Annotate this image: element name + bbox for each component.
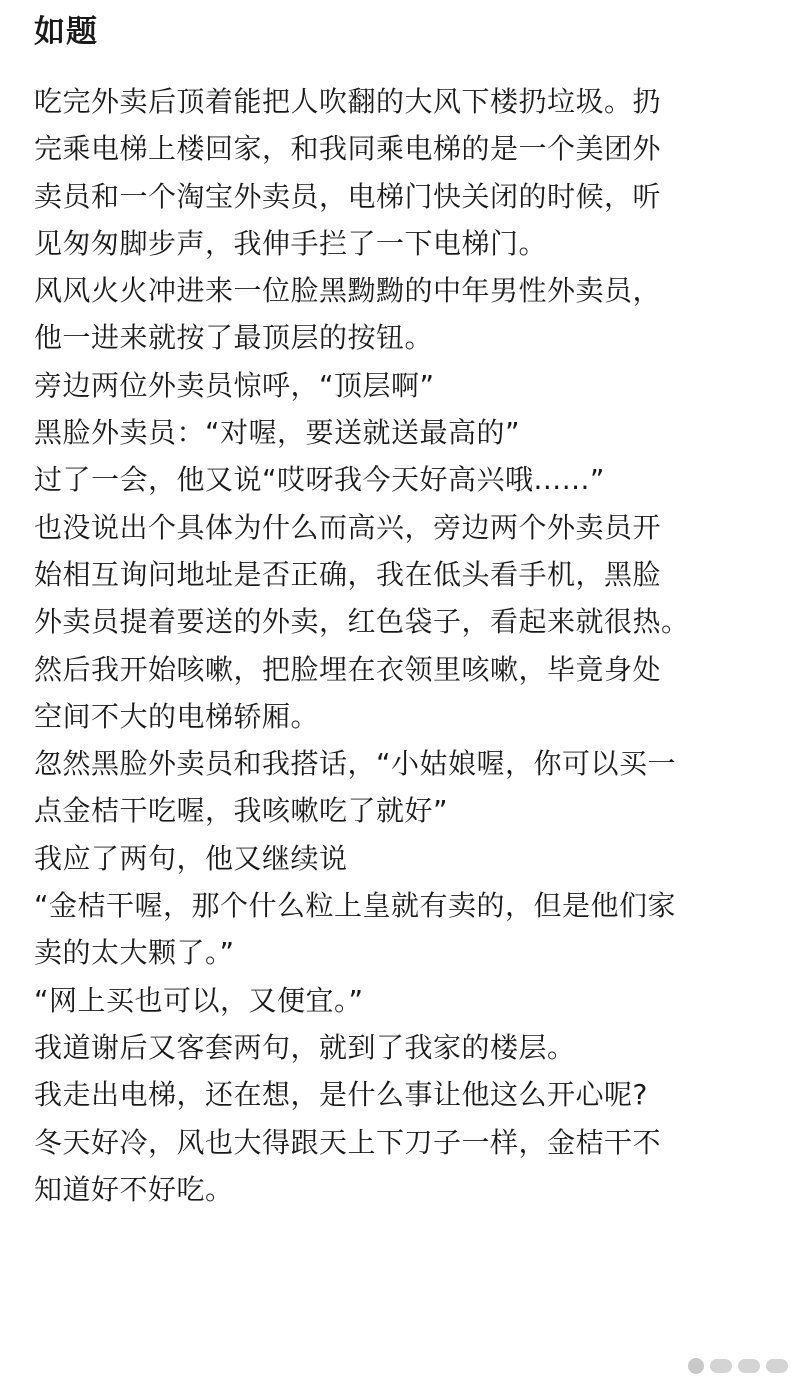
body-line: 知道好不好吃。 [34,1172,234,1206]
watermark [688,1355,788,1377]
body-line: 冬天好冷，风也大得跟天上下刀子一样，金桔干不 [34,1125,662,1159]
body-line: 外卖员提着要送的外卖，红色袋子，看起来就很热。 [34,605,690,639]
body-line: 过了一会，他又说“哎呀我今天好高兴哦......” [34,463,605,497]
watermark-mark [710,1359,732,1373]
post-body [34,78,774,1213]
body-line: 我应了两句，他又继续说 [34,841,348,875]
body-line: 卖的太大颗了。” [34,936,235,970]
body-line: 我道谢后又客套两句，就到了我家的楼层。 [34,1030,576,1064]
watermark-logo-icon [688,1358,704,1374]
post-title: 如题 [34,14,98,50]
watermark-mark [738,1359,760,1373]
body-line: 忽然黑脸外卖员和我搭话，“小姑娘喔，你可以买一 [34,747,677,781]
body-line: 黑脸外卖员：“对喔，要送就送最高的” [34,416,521,450]
watermark-mark [766,1359,788,1373]
body-line: 吃完外卖后顶着能把人吹翻的大风下楼扔垃圾。扔 [34,85,662,118]
body-line: 完乘电梯上楼回家，和我同乘电梯的是一个美团外 [34,132,662,166]
body-line: 空间不大的电梯轿厢。 [34,699,320,733]
body-line: 见匆匆脚步声，我伸手拦了一下电梯门。 [34,226,548,260]
body-line: 点金桔干吃喔，我咳嗽吃了就好” [34,794,449,828]
body-line: 旁边两位外卖员惊呼，“顶层啊” [34,368,435,402]
body-line: “金桔干喔，那个什么粒上皇就有卖的，但是他们家 [34,889,677,923]
body-line: 卖员和一个淘宝外卖员，电梯门快关闭的时候，听 [34,179,662,213]
body-line: “网上买也可以，又便宜。” [34,983,364,1017]
body-line: 始相互询问地址是否正确，我在低头看手机，黑脸 [34,557,662,591]
body-line: 我走出电梯，还在想，是什么事让他这么开心呢? [34,1078,648,1112]
body-line: 然后我开始咳嗽，把脸埋在衣领里咳嗽，毕竟身处 [34,652,662,686]
body-line: 风风火火冲进来一位脸黑黝黝的中年男性外卖员， [34,274,662,308]
body-line: 也没说出个具体为什么而高兴，旁边两个外卖员开 [34,510,662,544]
body-line: 他一进来就按了最顶层的按钮。 [34,321,434,355]
